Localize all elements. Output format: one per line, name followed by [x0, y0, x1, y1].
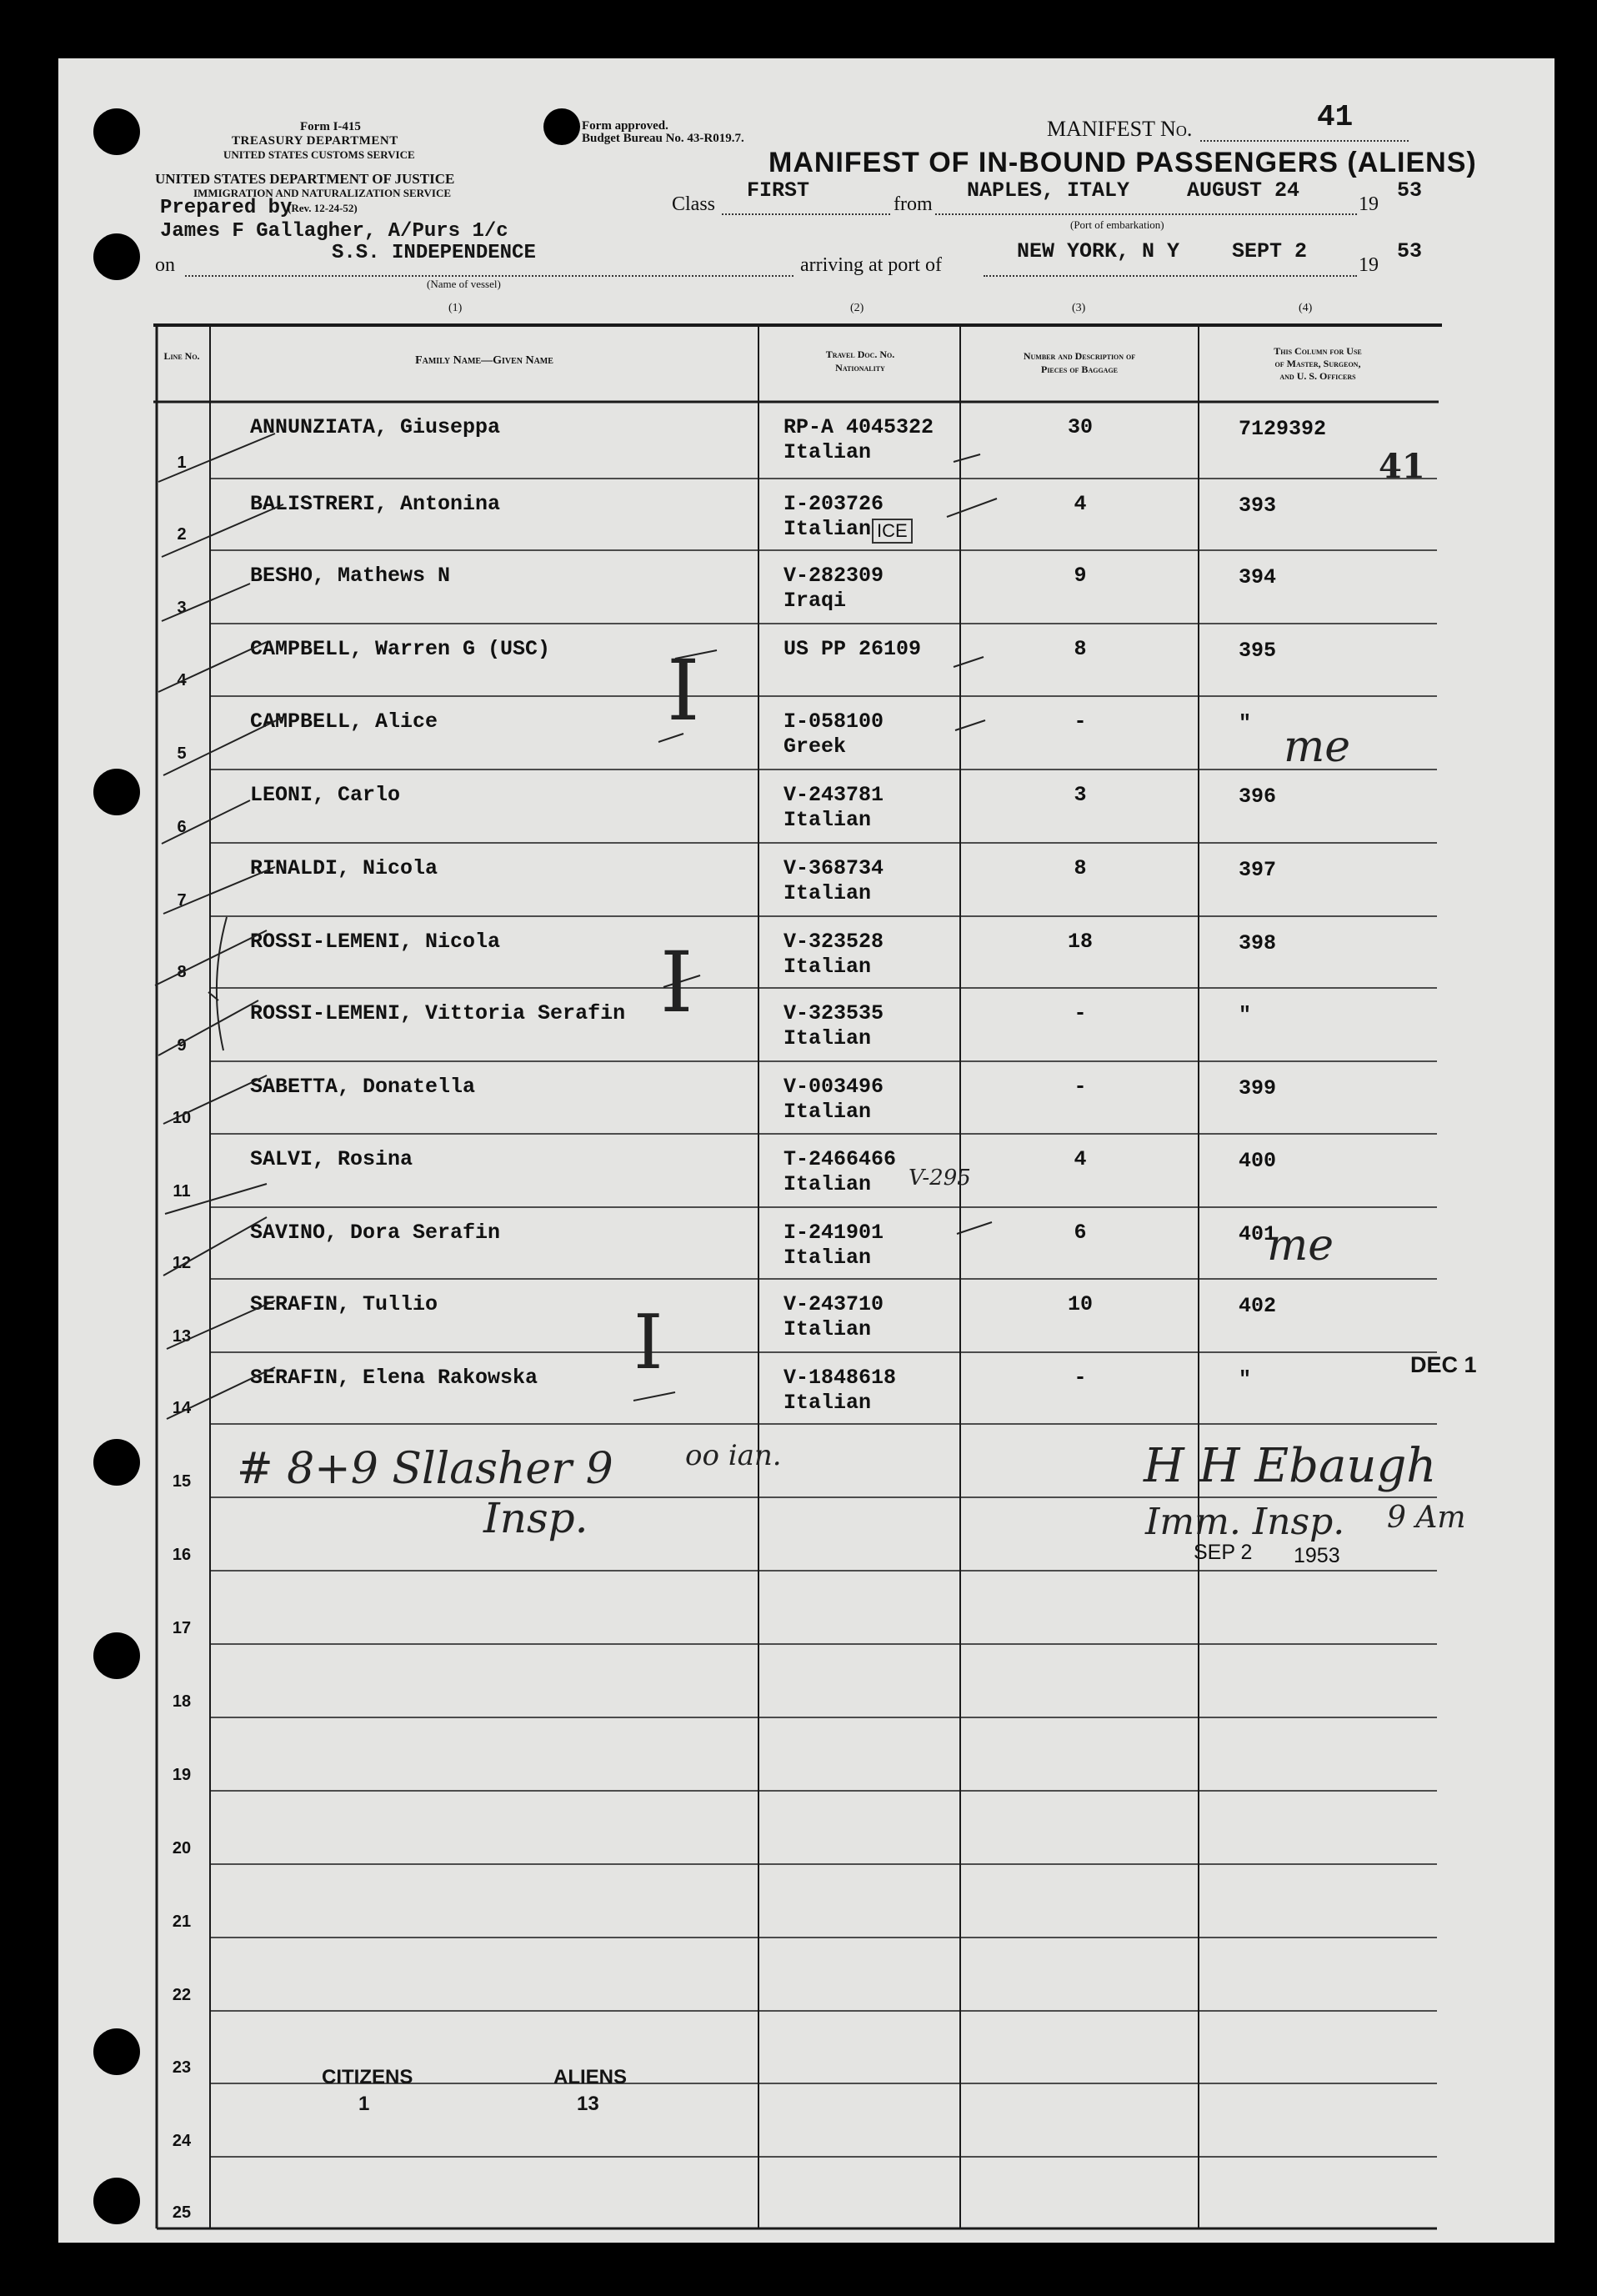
line-number: 7: [177, 891, 187, 910]
nationality: Italian: [783, 440, 872, 464]
travel-doc-number: V-003496: [783, 1075, 884, 1099]
baggage-count: 8: [1074, 637, 1087, 661]
ins-service: IMMIGRATION AND NATURALIZATION SERVICE: [193, 187, 452, 199]
line-number: 14: [172, 1399, 192, 1417]
nationality: Italian: [783, 881, 872, 905]
nationality: Greek: [783, 734, 847, 759]
baggage-count: 9: [1074, 564, 1087, 588]
officer-entry: 394: [1239, 565, 1277, 589]
dec-stamp: DEC 1: [1410, 1352, 1477, 1377]
nationality: Iraqi: [783, 589, 847, 613]
travel-doc-number: I-241901: [783, 1221, 884, 1245]
header-baggage-2: Pieces of Baggage: [1040, 363, 1118, 375]
officer-entry: 397: [1239, 858, 1277, 882]
baggage-count: 3: [1074, 783, 1087, 807]
citizens-count: 1: [358, 2093, 370, 2115]
line-number: 8: [177, 963, 187, 981]
travel-doc-number: V-243710: [783, 1292, 884, 1316]
line-number: 20: [172, 1839, 192, 1857]
passenger-name: ANNUNZIATA, Giuseppa: [250, 415, 501, 439]
officer-entry: 402: [1239, 1294, 1277, 1318]
class-value: FIRST: [747, 178, 810, 203]
officer-entry: 395: [1239, 639, 1277, 663]
page-title: MANIFEST OF IN-BOUND PASSENGERS (ALIENS): [768, 147, 1477, 178]
nationality: Italian: [783, 808, 872, 832]
justice-department: UNITED STATES DEPARTMENT OF JUSTICE: [155, 171, 455, 187]
nationality: Italian: [783, 1100, 872, 1124]
year-2: 53: [1397, 239, 1423, 263]
form-approved: Form approved.: [582, 119, 668, 133]
passenger-name: SERAFIN, Tullio: [250, 1292, 438, 1316]
handwritten-note-suffix: oo ian.: [685, 1439, 782, 1472]
year-1: 53: [1397, 178, 1423, 203]
line-number: 18: [172, 1692, 192, 1711]
header-officers-3: and U. S. Officers: [1279, 370, 1356, 382]
nationality: Italian: [783, 1026, 872, 1050]
column-number-1: (1): [448, 302, 463, 314]
vessel-name: S.S. INDEPENDENCE: [332, 242, 536, 264]
travel-doc-number: T-2466466: [783, 1147, 897, 1171]
passenger-name: LEONI, Carlo: [250, 783, 401, 807]
year-prefix-1: 19: [1359, 193, 1379, 215]
on-label: on: [155, 254, 175, 276]
line-number: 11: [173, 1182, 191, 1201]
line-number: 1: [177, 454, 187, 472]
header-nationality: Nationality: [835, 362, 885, 373]
aliens-count: 13: [577, 2093, 599, 2115]
header-baggage: Number and Description of: [1023, 350, 1136, 362]
officer-entry: ": [1239, 711, 1252, 735]
arriving-label: arriving at port of: [800, 254, 942, 276]
mark-i: I: [633, 1299, 663, 1386]
baggage-count: -: [1074, 709, 1087, 734]
line-number: 17: [172, 1619, 192, 1637]
nationality: Italian: [783, 1246, 872, 1270]
passenger-name: BALISTRERI, Antonina: [250, 492, 501, 516]
header-officers: This Column for Use: [1274, 345, 1362, 357]
port-caption: (Port of embarkation): [1070, 218, 1164, 231]
inspection-year: 1953: [1294, 1544, 1340, 1567]
line-number: 15: [172, 1472, 192, 1491]
ice-stamp: ICE: [872, 519, 913, 544]
line-number: 23: [172, 2058, 192, 2077]
form-number: Form I-415: [300, 120, 361, 133]
manifest-number-handwritten: 41: [1379, 447, 1425, 486]
embarkation-port: NAPLES, ITALY: [967, 178, 1130, 203]
travel-doc-number: I-058100: [783, 709, 884, 734]
nationality: Italian: [783, 517, 872, 541]
line-number: 19: [172, 1766, 192, 1784]
line-number: 3: [177, 599, 187, 617]
citizens-label: CITIZENS: [322, 2066, 413, 2088]
signature-time: 9 Am: [1387, 1501, 1466, 1535]
baggage-count: 10: [1067, 1292, 1093, 1316]
inspector-title: Imm. Insp.: [1145, 1501, 1345, 1543]
passenger-name: CAMPBELL, Warren G (USC): [250, 637, 551, 661]
line-number: 24: [172, 2132, 192, 2150]
officer-entry: 393: [1239, 494, 1277, 518]
handwritten-note: # 8+9 Sllasher 9: [237, 1444, 613, 1494]
passenger-name: SALVI, Rosina: [250, 1147, 413, 1171]
nationality: Italian: [783, 955, 872, 979]
line-number: 12: [172, 1254, 192, 1272]
doc-note: V-295: [909, 1166, 971, 1191]
baggage-count: 4: [1074, 492, 1087, 516]
officer-entry: 398: [1239, 931, 1277, 955]
line-number: 5: [177, 744, 187, 763]
nationality: Italian: [783, 1172, 872, 1196]
year-prefix-2: 19: [1359, 254, 1379, 276]
officer-entry: ": [1239, 1003, 1252, 1027]
baggage-count: 4: [1074, 1147, 1087, 1171]
header-travel-doc: Travel Doc. No.: [825, 348, 895, 360]
line-number: 2: [177, 525, 187, 544]
passenger-name: BESHO, Mathews N: [250, 564, 451, 588]
inspection-date: SEP 2: [1194, 1541, 1253, 1564]
passenger-name: SERAFIN, Elena Rakowska: [250, 1366, 538, 1390]
header-line-no: Line No.: [163, 350, 200, 362]
initials-me-1: me: [1284, 722, 1351, 772]
baggage-count: 8: [1074, 856, 1087, 880]
line-number: 9: [177, 1036, 187, 1055]
manifest-no-label: MANIFEST No.: [1047, 117, 1193, 141]
column-number-4: (4): [1299, 302, 1313, 314]
prepared-by: James F Gallagher, A/Purs 1/c: [160, 220, 508, 243]
mark-i: I: [660, 934, 693, 1031]
officer-entry: 7129392: [1239, 417, 1327, 441]
baggage-count: -: [1074, 1366, 1087, 1390]
travel-doc-number: I-203726: [783, 492, 884, 516]
embarkation-date: AUGUST 24: [1187, 178, 1300, 203]
class-label: Class: [672, 193, 716, 215]
baggage-count: -: [1074, 1001, 1087, 1025]
aliens-label: ALIENS: [553, 2066, 628, 2088]
line-number: 10: [172, 1109, 192, 1127]
baggage-count: 18: [1067, 930, 1093, 954]
line-number: 6: [177, 818, 187, 836]
passenger-name: RINALDI, Nicola: [250, 856, 438, 880]
from-label: from: [894, 193, 933, 215]
travel-doc-number: V-323528: [783, 930, 884, 954]
travel-doc-number: US PP 26109: [783, 637, 922, 661]
handwritten-note-2: Insp.: [483, 1494, 588, 1542]
line-number: 25: [172, 2203, 192, 2222]
customs-service: UNITED STATES CUSTOMS SERVICE: [223, 148, 415, 161]
manifest-no: 41: [1317, 100, 1354, 134]
baggage-count: 6: [1074, 1221, 1087, 1245]
travel-doc-number: V-243781: [783, 783, 884, 807]
officer-entry: 401: [1239, 1222, 1277, 1246]
officer-entry: 400: [1239, 1149, 1277, 1173]
arrival-port: NEW YORK, N Y: [1017, 239, 1180, 263]
line-number: 13: [172, 1327, 192, 1346]
line-number: 16: [172, 1546, 192, 1564]
mark-i: I: [667, 642, 700, 739]
line-number: 22: [172, 1986, 192, 2004]
officer-entry: ": [1239, 1367, 1252, 1391]
header-name: Family Name—Given Name: [415, 354, 553, 367]
column-number-3: (3): [1072, 302, 1086, 314]
nationality: Italian: [783, 1317, 872, 1341]
treasury-department: TREASURY DEPARTMENT: [232, 134, 398, 148]
line-number: 4: [177, 671, 187, 689]
travel-doc-number: V-368734: [783, 856, 884, 880]
line-number: 21: [172, 1912, 192, 1931]
vessel-caption: (Name of vessel): [427, 278, 501, 290]
initials-me-2: me: [1267, 1221, 1334, 1271]
travel-doc-number: V-323535: [783, 1001, 884, 1025]
header-officers-2: of Master, Surgeon,: [1274, 358, 1361, 369]
nationality: Italian: [783, 1391, 872, 1415]
column-number-2: (2): [850, 302, 864, 314]
revision-date: (Rev. 12-24-52): [288, 202, 358, 214]
budget-bureau: Budget Bureau No. 43-R019.7.: [582, 132, 744, 145]
travel-doc-number: RP-A 4045322: [783, 415, 934, 439]
baggage-count: 30: [1067, 415, 1093, 439]
prepared-by-label: Prepared by: [160, 197, 293, 219]
baggage-count: -: [1074, 1075, 1087, 1099]
officer-entry: 396: [1239, 785, 1277, 809]
travel-doc-number: V-1848618: [783, 1366, 897, 1390]
passenger-name: ROSSI-LEMENI, Nicola: [250, 930, 501, 954]
passenger-name: ROSSI-LEMENI, Vittoria Serafin: [250, 1001, 626, 1025]
arrival-date: SEPT 2: [1232, 239, 1308, 263]
passenger-name: SAVINO, Dora Serafin: [250, 1221, 501, 1245]
passenger-name: SABETTA, Donatella: [250, 1075, 476, 1099]
passenger-name: CAMPBELL, Alice: [250, 709, 438, 734]
travel-doc-number: V-282309: [783, 564, 884, 588]
inspector-signature: H H Ebaugh: [1144, 1439, 1437, 1493]
officer-entry: 399: [1239, 1076, 1277, 1100]
